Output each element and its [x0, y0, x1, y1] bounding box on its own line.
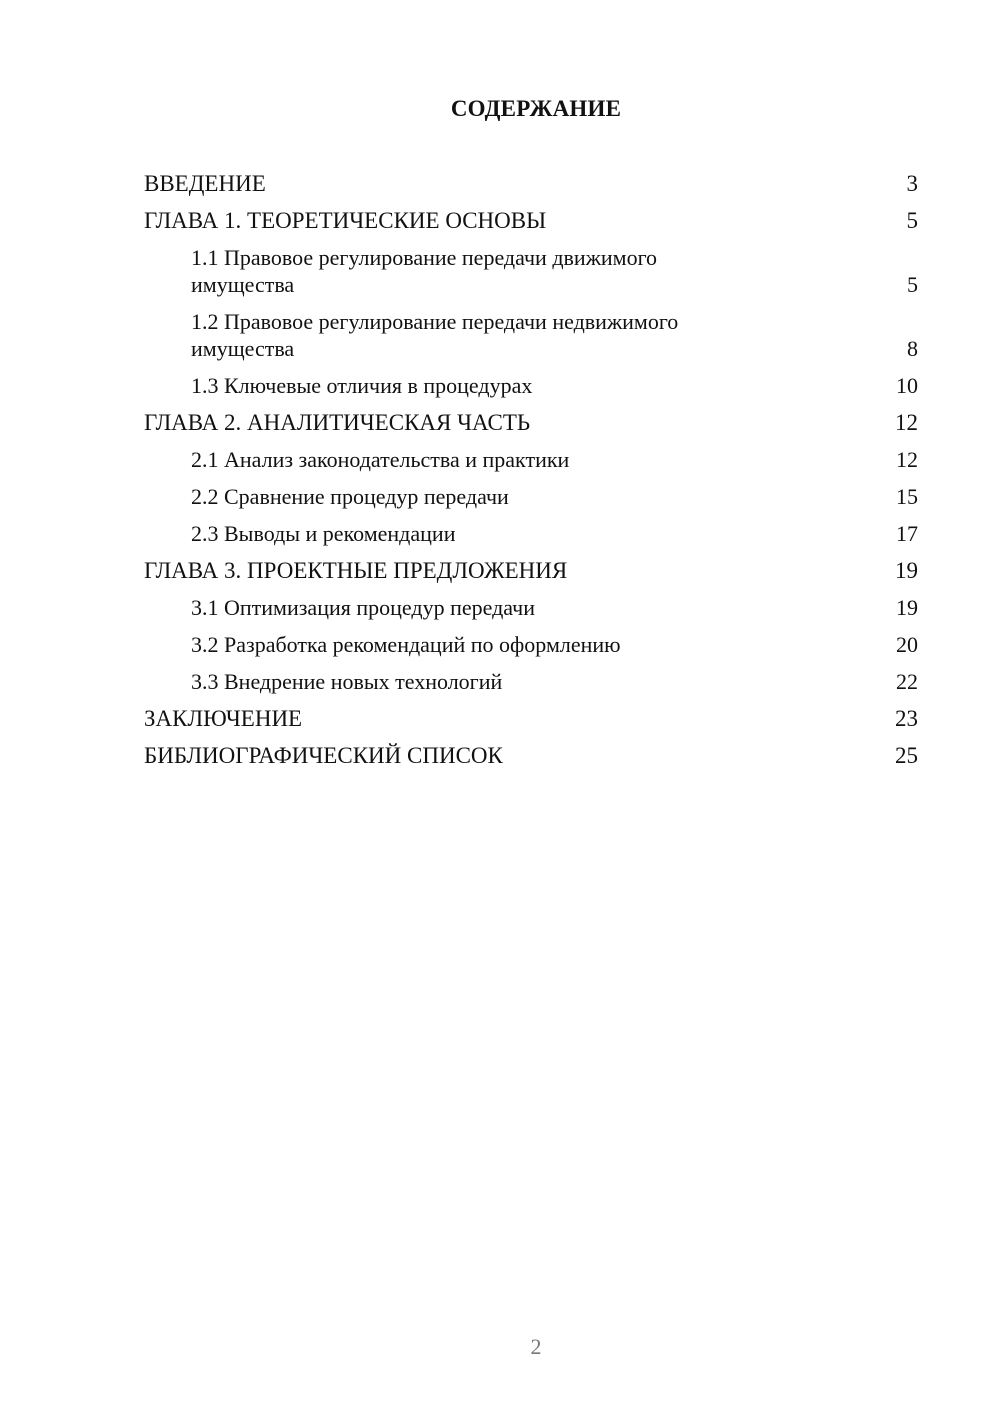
toc-entry-chapter-1 — [144, 207, 918, 234]
toc-entry-label: 1.3 Ключевые отличия в процедурах — [191, 373, 533, 398]
toc-entry-section-1-3 — [144, 372, 918, 399]
toc-entry-chapter-2 — [144, 409, 918, 436]
toc-entry-page: 19 — [896, 595, 918, 620]
toc-entry-section-2-2 — [144, 483, 918, 510]
toc-entry-introduction — [144, 170, 918, 197]
toc-entry-page: 22 — [896, 669, 918, 694]
toc-entry-label: 2.3 Выводы и рекомендации — [191, 521, 456, 546]
toc-entry-chapter-3 — [144, 557, 918, 584]
toc-entry-label: 3.3 Внедрение новых технологий — [191, 669, 503, 694]
toc-entry-page: 19 — [895, 558, 918, 583]
toc-entry-label: ГЛАВА 2. АНАЛИТИЧЕСКАЯ ЧАСТЬ — [144, 410, 531, 435]
toc-entry-section-3-1 — [144, 594, 918, 621]
toc-entry-label: 1.2 Правовое регулирование передачи недвижимого имущества — [191, 309, 679, 361]
toc-entry-label: 1.1 Правовое регулирование передачи движимого имущества — [191, 245, 658, 297]
toc-entry-label: ЗАКЛЮЧЕНИЕ — [144, 706, 303, 731]
toc-entry-page: 25 — [895, 743, 918, 768]
toc-entry-bibliography — [144, 742, 918, 769]
toc-entry-section-1-2 — [144, 308, 918, 362]
toc-entry-page: 23 — [895, 706, 918, 731]
page-number: 2 — [530, 1334, 542, 1359]
toc-entry-label: 3.2 Разработка рекомендаций по оформлению — [191, 632, 621, 657]
toc-entry-page: 15 — [896, 484, 918, 509]
toc-entry-section-3-2 — [144, 631, 918, 658]
toc-entry-label: 2.1 Анализ законодательства и практики — [191, 447, 570, 472]
toc-entry-section-3-3 — [144, 668, 918, 695]
toc-entry-conclusion — [144, 705, 918, 732]
toc-entry-page: 8 — [907, 336, 918, 361]
toc-entry-label: ГЛАВА 3. ПРОЕКТНЫЕ ПРЕДЛОЖЕНИЯ — [144, 558, 568, 583]
toc-entry-page: 17 — [896, 521, 918, 546]
toc-entry-page: 12 — [896, 447, 918, 472]
toc-entry-label: ГЛАВА 1. ТЕОРЕТИЧЕСКИЕ ОСНОВЫ — [144, 208, 547, 233]
toc-entry-label: 2.2 Сравнение процедур передачи — [191, 484, 509, 509]
toc-entry-page: 20 — [896, 632, 918, 657]
toc-title: СОДЕРЖАНИЕ — [450, 96, 622, 121]
toc-entry-label: БИБЛИОГРАФИЧЕСКИЙ СПИСОК — [144, 743, 503, 768]
table-of-contents — [144, 170, 918, 779]
toc-entry-page: 3 — [906, 171, 918, 196]
toc-entry-section-2-1 — [144, 446, 918, 473]
toc-entry-section-1-1 — [144, 244, 918, 298]
toc-entry-section-2-3 — [144, 520, 918, 547]
toc-entry-page: 12 — [895, 410, 918, 435]
toc-entry-page: 5 — [907, 272, 918, 297]
toc-entry-page: 5 — [906, 208, 918, 233]
toc-entry-label: ВВЕДЕНИЕ — [144, 171, 266, 196]
toc-entry-label: 3.1 Оптимизация процедур передачи — [191, 595, 536, 620]
toc-entry-page: 10 — [896, 373, 918, 398]
